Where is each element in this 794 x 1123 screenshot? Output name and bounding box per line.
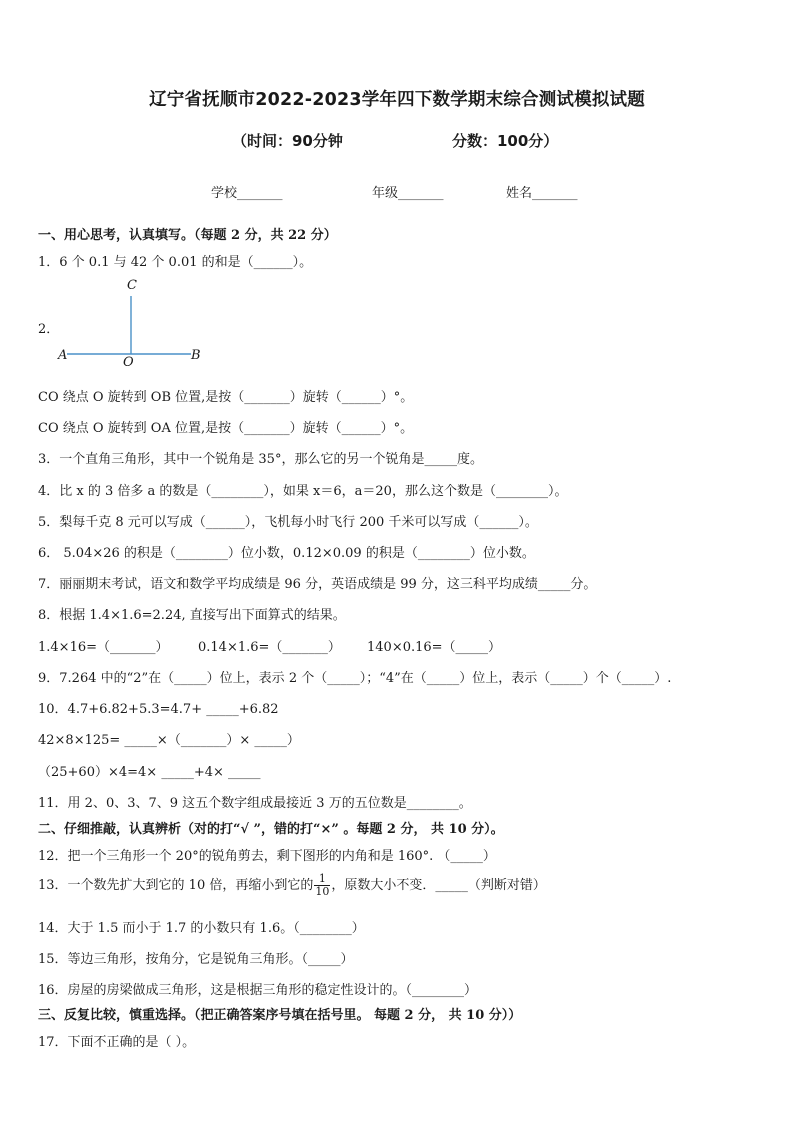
question-16: 16．房屋的房梁做成三角形，这是根据三角形的稳定性设计的。（________） [38, 983, 478, 998]
question-2-number: 2． [38, 322, 60, 337]
time-label: （时间：90分钟 [232, 132, 343, 150]
section-2-heading: 二、仔细推敲，认真辨析（对的打“√ ”，错的打“×” 。每题 2 分， 共 10 分）。 [38, 822, 504, 837]
question-8: 8．根据 1.4×1.6=2.24, 直接写出下面算式的结果。 [38, 608, 346, 623]
grade-field: 年级_______ [372, 186, 444, 201]
question-6: 6． 5.04×26 的积是（________）位小数，0.12×0.09 的积是（________）位小数。 [38, 546, 535, 561]
question-3: 3．一个直角三角形，其中一个锐角是 35°，那么它的另一个锐角是_____度。 [38, 452, 483, 467]
point-c-label: C [127, 278, 137, 293]
question-10-line-2: 42×8×125= _____×（_______）× _____） [38, 733, 300, 748]
score-label: 分数：100分） [452, 132, 559, 150]
question-8-part-c: 140×0.16=（_____） [367, 640, 502, 655]
section-1-heading: 一、用心思考，认真填写。（每题 2 分，共 22 分） [38, 228, 337, 243]
question-1: 1．6 个 0.1 与 42 个 0.01 的和是（______）。 [38, 255, 313, 270]
question-13-text-start: 13．一个数先扩大到它的 10 倍，再缩小到它的 [38, 878, 314, 893]
point-o-label: O [123, 355, 134, 370]
question-13-text-end: ，原数大小不变．_____（判断对错） [331, 878, 546, 893]
question-12: 12．把一个三角形一个 20°的锐角剪去，剩下图形的内角和是 160°. （_____） [38, 849, 496, 864]
question-8-part-a: 1.4×16=（_______） [38, 640, 169, 655]
name-field: 姓名_______ [506, 186, 578, 201]
question-15: 15．等边三角形，按角分，它是锐角三角形。（_____） [38, 952, 354, 967]
question-10-line-1: 10．4.7+6.82+5.3=4.7+ _____+6.82 [38, 702, 279, 717]
question-11: 11．用 2、0、3、7、9 这五个数字组成最接近 3 万的五位数是________。 [38, 796, 472, 811]
fraction-denominator: 10 [315, 885, 330, 898]
fraction-one-tenth [314, 873, 330, 898]
question-17: 17．下面不正确的是（ ）。 [38, 1035, 196, 1050]
question-2-line-2: CO 绕点 O 旋转到 OA 位置,是按（_______）旋转（______）°。 [38, 421, 414, 436]
question-14: 14．大于 1.5 而小于 1.7 的小数只有 1.6。（________） [38, 921, 365, 936]
fraction-numerator: 1 [314, 873, 330, 886]
point-b-label: B [191, 348, 201, 363]
question-5: 5．梨每千克 8 元可以写成（______），飞机每小时飞行 200 千米可以写成（______）。 [38, 515, 538, 530]
section-3-heading: 三、反复比较，慎重选择。（把正确答案序号填在括号里。 每题 2 分， 共 10 分）） [38, 1008, 522, 1023]
question-13 [38, 873, 546, 898]
page-title: 辽宁省抚顺市2022-2023学年四下数学期末综合测试模拟试题 [149, 90, 645, 110]
question-10-line-3: （25+60）×4=4× _____+4× _____ [38, 765, 261, 780]
question-8-part-b: 0.14×1.6=（_______） [198, 640, 341, 655]
question-4: 4．比 x 的 3 倍多 a 的数是（________），如果 x＝6，a＝20，那么这个数是（________）。 [38, 484, 568, 499]
question-9: 9．7.264 中的“2”在（_____）位上，表示 2 个（_____）；“4”在（_____）位上，表示（_____）个（_____）. [38, 671, 672, 686]
question-2-line-1: CO 绕点 O 旋转到 OB 位置,是按（_______）旋转（______）°。 [38, 390, 414, 405]
question-7: 7．丽丽期末考试，语文和数学平均成绩是 96 分，英语成绩是 99 分，这三科平均成绩_____分。 [38, 577, 597, 592]
school-field: 学校_______ [211, 186, 283, 201]
point-a-label: A [58, 348, 68, 363]
